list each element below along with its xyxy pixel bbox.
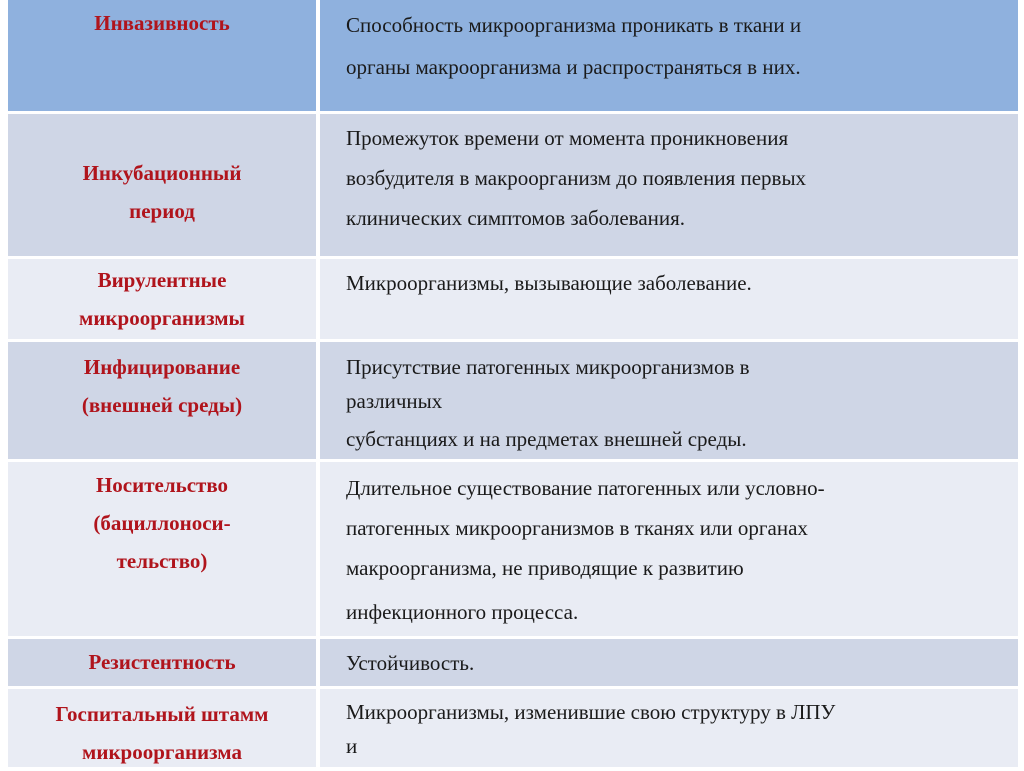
term-line: Инкубационный — [82, 161, 242, 185]
table-row — [8, 462, 1018, 636]
definition-line: субстанциях и на предметах внешней среды. — [346, 427, 747, 451]
table-row — [8, 689, 1018, 767]
definition-line: инфекционного процесса. — [346, 600, 579, 624]
term-line: Вирулентные — [97, 268, 227, 292]
term-line: (бациллоноси- — [93, 511, 231, 535]
definition-cell — [320, 0, 1018, 111]
table-row — [8, 639, 1018, 686]
term-line: тельство) — [116, 549, 208, 573]
term-line: Носительство — [95, 473, 229, 497]
table-row — [8, 342, 1018, 459]
definition-line: органы макроорганизма и распространяться в них. — [346, 55, 801, 79]
term-line: микроорганизма — [82, 740, 242, 764]
term-line: Госпитальный штамм — [55, 702, 269, 726]
term-line: Инвазивность — [94, 11, 230, 35]
term-cell — [8, 689, 316, 767]
term-line: микроорганизмы — [79, 306, 245, 330]
definition-line: клинических симптомов заболевания. — [346, 206, 686, 230]
table-row — [8, 114, 1018, 256]
definition-line: Устойчивость. — [346, 651, 475, 675]
definition-line: Промежуток времени от момента проникновения — [346, 126, 789, 150]
definition-cell — [320, 342, 1018, 459]
term-cell — [8, 259, 316, 339]
definition-line: патогенных микроорганизмов в тканях или органах — [346, 516, 808, 540]
definition-cell — [320, 462, 1018, 636]
definition-line: макроорганизма, не приводящие к развитию — [346, 556, 744, 580]
term-line: Инфицирование — [83, 355, 241, 379]
term-line: Резистентность — [88, 650, 236, 674]
term-cell — [8, 342, 316, 459]
term-cell — [8, 114, 316, 256]
definition-cell — [320, 689, 1018, 767]
definition-line: Способность микроорганизма проникать в ткани и — [346, 13, 802, 37]
term-line: период — [129, 199, 195, 223]
term-line: (внешней среды) — [81, 393, 243, 417]
table-row — [8, 0, 1018, 111]
definition-cell — [320, 639, 1018, 686]
table-row — [8, 259, 1018, 339]
definition-line: Микроорганизмы, изменившие свою структуру в ЛПУ — [346, 700, 836, 724]
definition-line: и — [346, 734, 358, 758]
term-cell — [8, 639, 316, 686]
term-cell — [8, 462, 316, 636]
definition-line: различных — [346, 389, 443, 413]
definition-cell — [320, 114, 1018, 256]
definition-cell — [320, 259, 1018, 339]
definition-line: Длительное существование патогенных или условно- — [346, 476, 825, 500]
definition-line: возбудителя в макроорганизм до появления первых — [346, 166, 807, 190]
definition-line: Микроорганизмы, вызывающие заболевание. — [346, 271, 752, 295]
term-cell — [8, 0, 316, 111]
definition-line: Присутствие патогенных микроорганизмов в — [346, 355, 750, 379]
